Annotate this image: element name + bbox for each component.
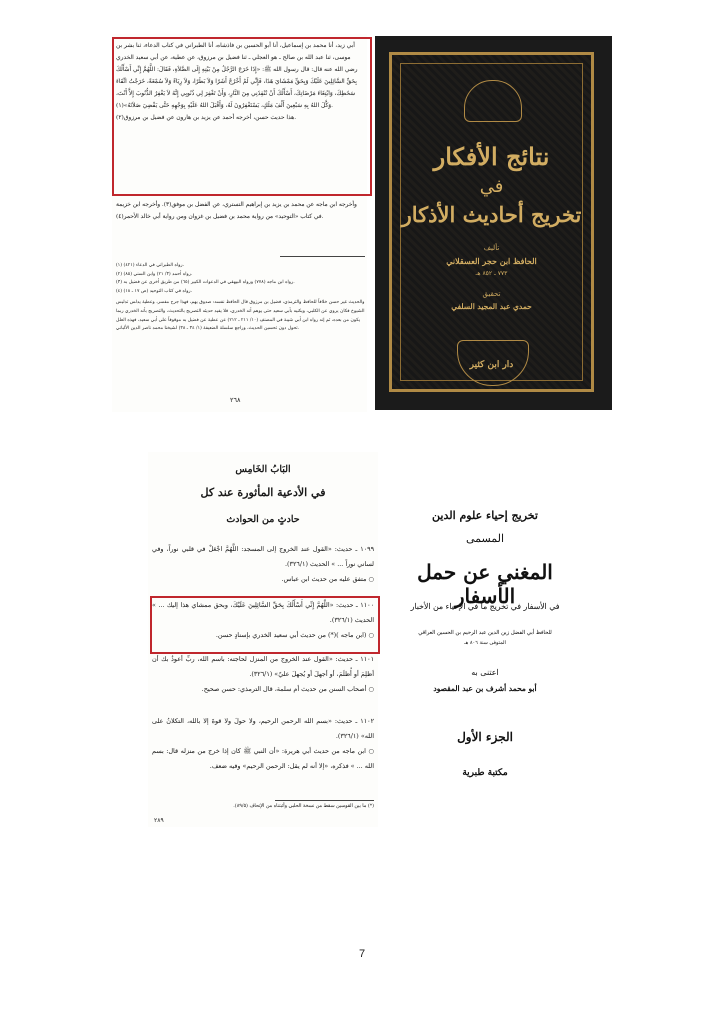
footnote-item: (٣) رواه ابن ماجه (٧٧٨) ورواه البيهقي في الدعوات الكبير (٦٥) من طريق أخرى عن فضيل به. [116, 280, 295, 286]
entry-note: ○ أصحاب السنن من حديث أم سلمة، قال الترمذي: حسن صحيح. [201, 685, 374, 693]
title-page-volume: الجزء الأول [457, 730, 513, 744]
cover-frame [389, 52, 594, 392]
highlight-box-top [112, 37, 372, 196]
title-page-author: للحافظ أبي الفضل زين الدين عبد الرحيم بن الحسين العراقي [418, 630, 552, 636]
cover-author: الحافظ ابن حجر العسقلاني [446, 256, 537, 266]
cover-inner-border [400, 63, 583, 381]
highlight-box-bottom [150, 596, 380, 654]
title-page-main-title: المغني عن حمل الأسفار [417, 560, 553, 608]
title-page-editor-label: اعتنى به [471, 668, 499, 677]
bottom-footnote: (*) ما بين القوسين سقط من نسخة الحلبي وأثبتناه من الإتحاف (٨٩/٥). [233, 804, 374, 809]
cover-title-line1: نتائج الأفكار [433, 142, 550, 171]
top-page-number: ٢٦٨ [230, 396, 241, 404]
chapter-title-line1: في الأدعية المأثورة عند كل [200, 486, 326, 499]
entry-text: ١٠٩٩ ـ حديث: «القول عند الخروج إلى المسجد: اللَّهُمَّ اجْعَلْ في قلبي نوراً، وفي لساني نوراً ... » الحديث (٣٢٦/١). [152, 545, 374, 568]
title-page-line1: تخريج إحياء علوم الدين [432, 509, 538, 522]
entry-text: ١١٠٠ ـ حديث: «اللَّهُمَّ إِنِّي أَسْأَلُكَ بِحَقِّ السَّائِلِينَ عَلَيْكَ، وبحق ممشاي هذا إليك ... » الحديث (٣٢٦/١). [152, 601, 374, 624]
footnote-commentary: والحديث غير حسن خلافاً للحافظ والترمذي، فضيل بن مرزوق قال الحافظ نفسه: صدوق يهم، فهذا جرح مفسر، وعطية يدلس تدليس الشيوخ فكان يروي عن الكلبي، ويكنيه بأبي سعيد حتى يوهم أنه الخدري، فلا يفيد حديثه التصريح بالتحديث، والتصريح بأنه الخدري ربما يكون من بعده، ثم إنه رواه ابن أبي شيبة في المصنف (١٠/ ٢١١ ـ ٢١٢) عن عطية عن فضيل به موقوفاً على أبي سعيد، فهذه العلل تحول دون تحسين الحديث، وراجع سلسلة الضعيفة (١/ ٣٤ ـ ٣٨) لشيخنا محمد ناصر الدين الألباني. [116, 300, 365, 332]
entry-note: ○ (ابن ماجه )(*) من حديث أبي سعيد الخدري بإسنادٍ حسن. [215, 631, 374, 639]
footnote-item: (٤) رواه في كتاب التوحيد (ص ١٧ ـ ١٨). [116, 288, 193, 294]
top-grade-line: هذا حديث حسن، أخرجه أحمد عن يزيد بن هارون عن فضيل بن مرزوق(٢). [116, 115, 297, 121]
cover-publisher: دار ابن كثير [469, 360, 514, 370]
book-cover [375, 36, 612, 410]
chapter-title-line2: حادثٍ من الحوادث [226, 514, 300, 525]
cover-editor-label: تحقيق [482, 290, 501, 298]
top-main-text: أبي زيد، أنا محمد بن إسماعيل، أنا أبو الحسين بن فاذشاه، أنا الطبراني في كتاب الدعاء، ثنا بشر بن موسى، ثنا عبد الله بن صالح ـ هو العجلي ـ ثنا فضيل بن مرزوق، عن عطية، عن أبي سعيد الخدري رضي الله عنه قال: قال رسول الله ﷺ: «إِذَا خَرَجَ الرَّجُلُ مِنْ بَيْتِهِ إِلَى الصَّلاَةِ، فَقَالَ: اللَّهُمَّ إِنِّي أَسْأَلُكَ بِحَقِّ السَّائِلِينَ عَلَيْكَ وَبِحَقِّ مَمْشَايَ هَذَا، فَإِنِّي لَمْ أَخْرُجْ أَشَرًا وَلاَ بَطَرًا، وَلاَ رِيَاءً وَلاَ سُمْعَةً، خَرَجْتُ اتِّقَاءَ سَخَطِكَ، وَابْتِغَاءَ مَرْضَاتِكَ، أَسْأَلُكَ أَنْ تُنْقِذَنِي مِنَ النَّارِ، وَأَنْ تَغْفِرَ لِي ذُنُوبِي إِنَّهُ لاَ يَغْفِرُ الذُّنُوبَ إِلاَّ أَنْتَ، وَكَّلَ اللهُ بِهِ سَبْعِينَ أَلْفَ مَلَكٍ، يَسْتَغْفِرُونَ لَهُ، وَأَقْبَلَ اللهُ عَلَيْهِ بِوَجْهِهِ حَتَّى يَقْضِيَ صَلاَتَهُ»(١). [116, 43, 358, 109]
title-page-editor: أبو محمد أشرف بن عبد المقصود [433, 684, 537, 693]
cover-title-line2: في [479, 176, 504, 197]
cover-author-label: تأليف [483, 244, 500, 252]
hadith-entry-1102 [152, 714, 374, 774]
cover-medallion-top [464, 80, 522, 122]
entry-note: ○ ابن ماجه من حديث أبي هريرة: «أن النبي ﷺ كان إذا خرج من منزله قال: بسم الله ... » فذكره، «إلا أنه لم يقل: الرحمن الرحيم» وفيه ضعف. [152, 747, 374, 770]
footnote-item: (١) رواه الطبراني في الدعاء (٤٢١). [116, 263, 185, 268]
bottom-footnote-rule [275, 800, 374, 801]
chapter-heading: البَابُ الخَامِس [235, 464, 291, 475]
footnote-item: (٢) رواه أحمد (٣/ ٢١) وابن السني (٨٥). [116, 271, 193, 277]
title-page-line2: المسمى [465, 532, 505, 545]
hadith-entry-1099 [152, 542, 374, 587]
bottom-page-number: ٢٨٩ [154, 817, 164, 824]
cover-title-line3: تخريج أحاديث الأذكار [401, 202, 582, 227]
entry-text: ١١٠٢ ـ حديث: «بسم الله الرحمن الرحيم، ولا حولَ ولا قوةَ إلا بالله، التكلانُ على الله» (٣٢٦/١). [152, 717, 374, 740]
top-paragraph-2: وأخرجه ابن ماجه عن محمد بن يزيد بن إبراهيم التستري، عن الفضل بن موفق(٣). وأخرجه ابن خزيمة في كتاب «التوحيد» من رواية محمد بن فضيل بن غزوان ومن رواية أبي خالد الأحمر(٤). [116, 202, 357, 220]
top-footnotes [116, 262, 365, 334]
entry-note: ○ متفق عليه من حديث ابن عباس. [281, 575, 374, 583]
hadith-entry-1101 [152, 652, 374, 697]
page-number: 7 [358, 948, 366, 960]
cover-dates: ٧٧٣ ـ ٨٥٢ هـ [475, 270, 508, 277]
title-page-death-date: المتوفى سنة ٨٠٦ هـ [464, 640, 506, 646]
entry-text: ١١٠١ ـ حديث: «القول عند الخروج من المنزل لحاجته: باسم الله، ربِّ أعوذُ بك أن أظلِمَ أو أُظلَمَ، أو أجهلَ أو يُجهلَ عليّ» (٣٢٦/١). [152, 655, 374, 678]
top-footnote-rule [280, 256, 365, 257]
title-page-subtitle: في الأسفار في تخريج ما في الإحياء من الأخبار [410, 602, 560, 611]
title-page-publisher: مكتبة طبرية [462, 768, 508, 778]
cover-editor: حمدي عبد المجيد السلفي [451, 302, 532, 311]
